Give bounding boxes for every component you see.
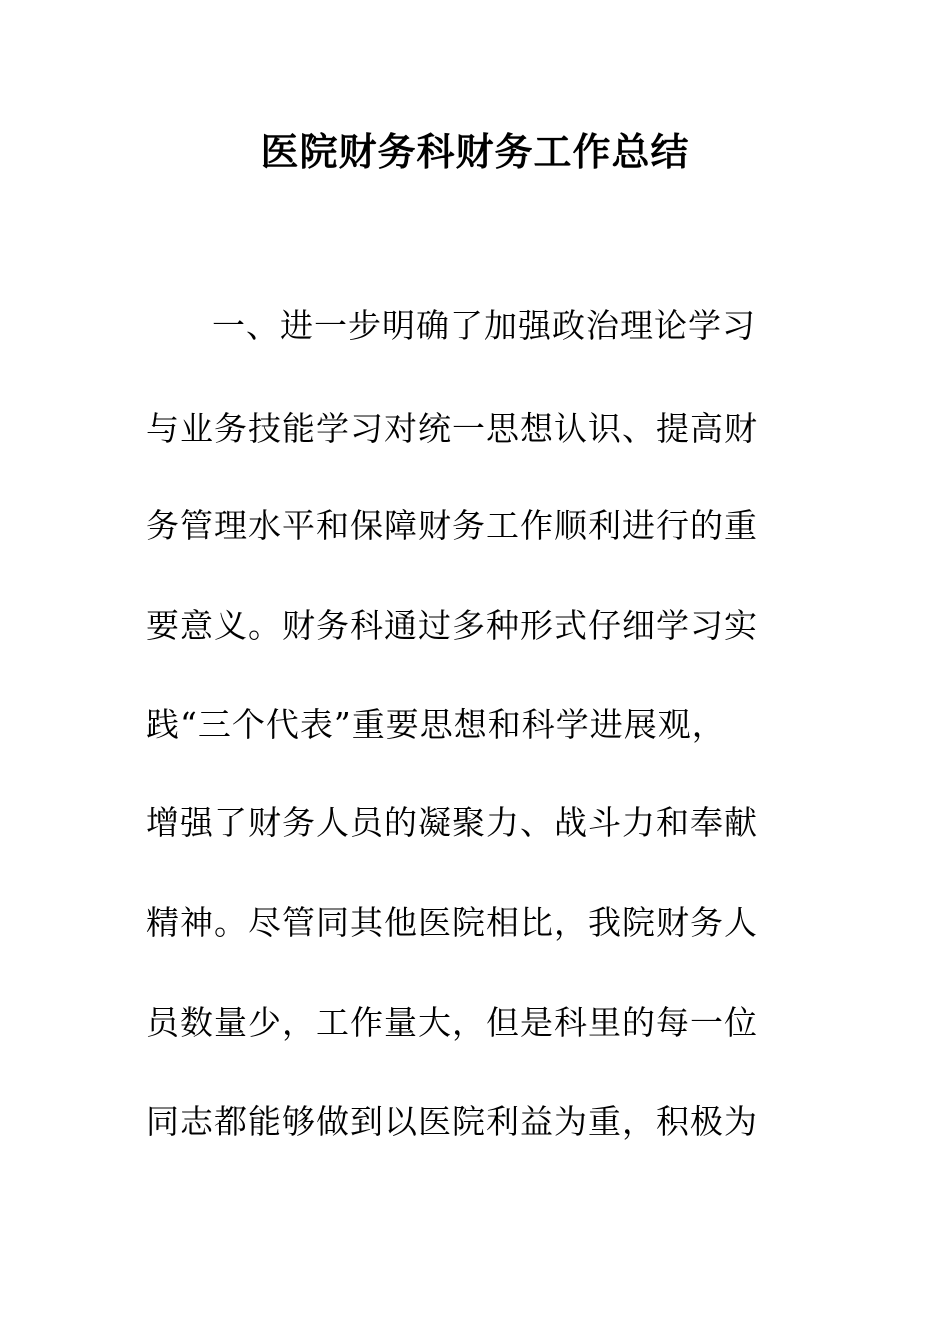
paragraph-line: 务管理水平和保障财务工作顺利进行的重 xyxy=(146,506,758,545)
paragraph-line: 同志都能够做到以医院利益为重，积极为 xyxy=(146,1102,758,1141)
paragraph-line: 员数量少，工作量大，但是科里的每一位 xyxy=(146,1003,758,1042)
paragraph-line: 精神。尽管同其他医院相比，我院财务人 xyxy=(146,903,758,942)
document-title: 医院财务科财务工作总结 xyxy=(260,129,690,174)
paragraph-line: 与业务技能学习对统一思想认识、提高财 xyxy=(146,409,758,448)
paragraph-line: 要意义。财务科通过多种形式仔细学习实 xyxy=(146,606,758,645)
paragraph-line: 践“三个代表”重要思想和科学进展观， xyxy=(146,705,726,744)
paragraph-line: 增强了财务人员的凝聚力、战斗力和奉献 xyxy=(146,803,758,842)
paragraph-line: 一、进一步明确了加强政治理论学习 xyxy=(212,306,756,345)
